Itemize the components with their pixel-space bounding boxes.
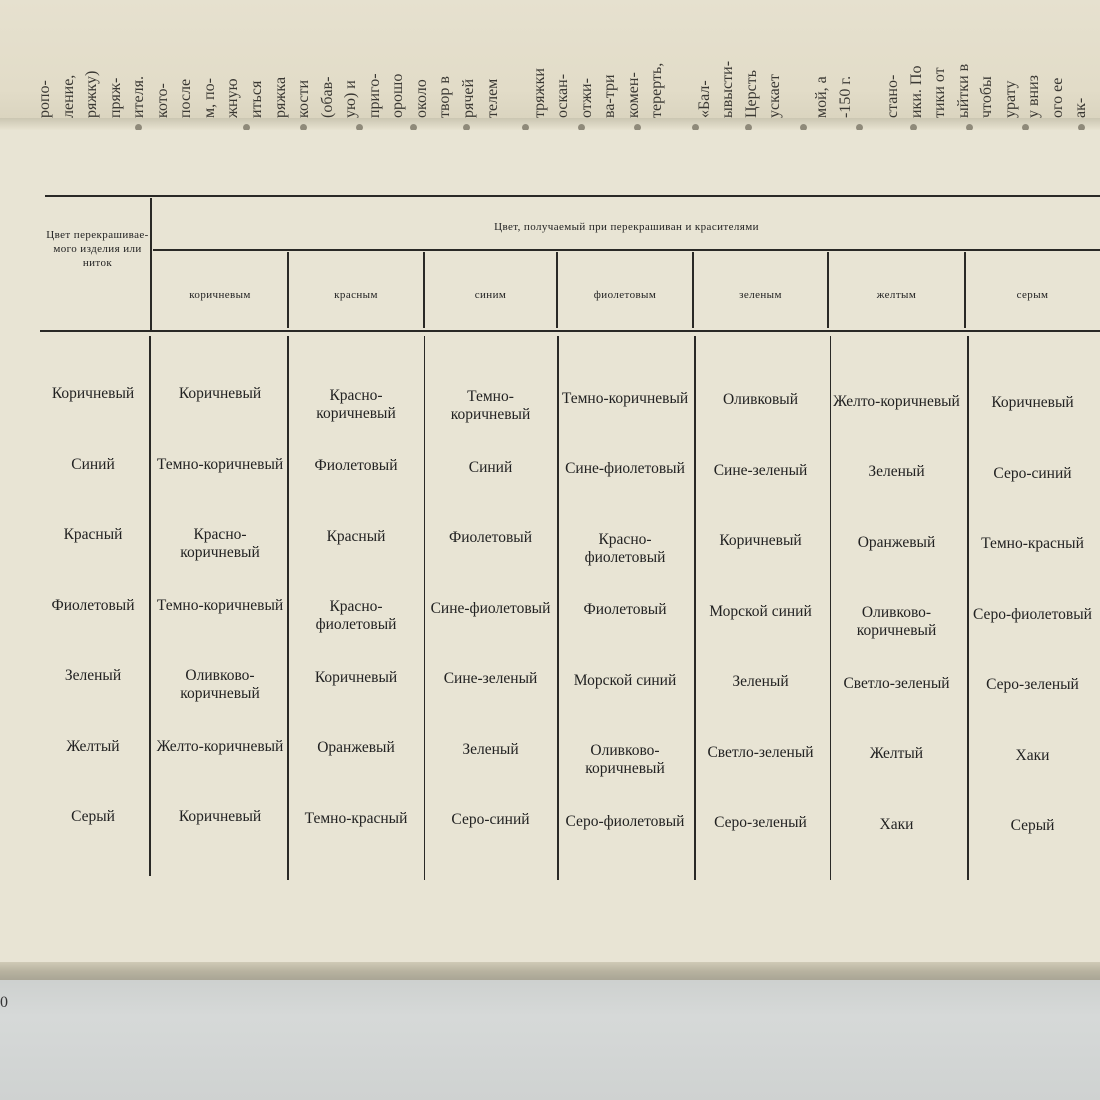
table-cell: Сине-зеленый bbox=[443, 670, 538, 687]
table-cell: Фиолетовый bbox=[314, 457, 398, 474]
table-cell: Серый bbox=[1010, 817, 1055, 834]
table-cell: Светло-зеленый bbox=[707, 743, 814, 761]
table-cell: Темно-коричневый bbox=[450, 388, 531, 423]
page-number: 0 bbox=[0, 994, 8, 1011]
upper-page-text: тряжки bbox=[530, 68, 548, 118]
column-header: красным bbox=[334, 289, 378, 301]
table-cell: Оливково-коричневый bbox=[856, 604, 937, 639]
upper-page-text: жную bbox=[224, 78, 242, 118]
row-label: Синий bbox=[71, 455, 115, 473]
row-label: Серый bbox=[71, 808, 115, 825]
upper-page-text: кости bbox=[295, 79, 313, 118]
table-cell: Светло-зеленый bbox=[843, 674, 950, 692]
upper-page-text: ывысти- bbox=[719, 60, 737, 118]
table-cell: Фиолетовый bbox=[583, 601, 667, 618]
table-cell: Сине-фиолетовый bbox=[565, 460, 685, 477]
upper-page-text: иться bbox=[248, 80, 265, 118]
upper-page-text: рячей bbox=[460, 78, 477, 118]
header-bottom-rule bbox=[40, 330, 1100, 332]
table-cell: Оранжевый bbox=[317, 739, 395, 756]
table-cell: Хаки bbox=[879, 815, 914, 833]
table-surface bbox=[0, 960, 1100, 1100]
table-cell: Коричневый bbox=[314, 668, 398, 686]
table-cell: Серо-фиолетовый bbox=[973, 605, 1092, 623]
table-cell: Красно-коричневый bbox=[180, 526, 260, 561]
upper-page-text: ряжку) bbox=[83, 70, 101, 118]
upper-page-text: комен- bbox=[624, 72, 642, 118]
table-cell: Коричневый bbox=[719, 532, 802, 549]
page-edge bbox=[0, 962, 1100, 980]
upper-page-text: оскан- bbox=[554, 73, 572, 118]
upper-page-text: кото- bbox=[153, 83, 171, 118]
upper-page-text: -150 г. bbox=[836, 75, 854, 118]
group-header-rule bbox=[153, 249, 1100, 251]
table-cell: Сине-фиолетовый bbox=[430, 599, 551, 617]
table-cell: Желтый bbox=[869, 745, 924, 762]
table-cell: Хаки bbox=[1015, 746, 1050, 764]
table-cell: Серо-зеленый bbox=[714, 814, 807, 831]
table-cell: Красно-коричневый bbox=[316, 386, 396, 422]
table-cell: Морской синий bbox=[709, 602, 812, 620]
upper-page-text: после bbox=[177, 78, 195, 118]
table-cell: Синий bbox=[468, 458, 513, 476]
column-header: фиолетовым bbox=[593, 289, 657, 301]
table-cell: Серо-синий bbox=[993, 464, 1072, 482]
upper-page-text: телем bbox=[483, 78, 501, 118]
table-cell: Зеленый bbox=[732, 673, 789, 690]
table-cell: Серо-синий bbox=[451, 811, 530, 828]
upper-page-text: ропо- bbox=[36, 80, 53, 118]
table-cell: Красный bbox=[326, 527, 386, 545]
upper-page-text: «Бал- bbox=[695, 80, 713, 118]
row-label: Коричневый bbox=[51, 385, 135, 402]
upper-page-text: урату bbox=[1001, 80, 1019, 118]
upper-page-text: отжи- bbox=[577, 78, 595, 118]
upper-page-text: ление, bbox=[59, 74, 77, 118]
table-cell: Темно-коричневый bbox=[156, 596, 284, 614]
column-header: зеленым bbox=[739, 289, 782, 301]
upper-page-text: мой, а bbox=[813, 76, 831, 118]
row-label: Красный bbox=[63, 526, 123, 543]
table-cell: Коричневый bbox=[178, 385, 262, 402]
upper-page-text: пряж- bbox=[106, 77, 124, 118]
upper-page-text: (обав- bbox=[318, 76, 336, 118]
upper-page-text: ого ее bbox=[1048, 77, 1066, 118]
table-cell: Коричневый bbox=[991, 394, 1074, 411]
table-cell: Морской синий bbox=[573, 671, 677, 689]
upper-page-text: чтобы bbox=[978, 76, 996, 118]
upper-page-text: ускает bbox=[766, 74, 784, 118]
table-cell: Темно-красный bbox=[981, 535, 1084, 552]
upper-page-text: орошо bbox=[389, 73, 407, 118]
table-cell: Коричневый bbox=[178, 808, 262, 825]
upper-page-text: около bbox=[412, 79, 430, 118]
upper-page-text: тики от bbox=[931, 67, 949, 118]
table-vline bbox=[149, 336, 151, 876]
upper-page-text: ва-три bbox=[601, 74, 619, 118]
row-header-title: Цвет перекрашивае-мого изделия или ниток bbox=[46, 229, 149, 269]
upper-page-text: ряжка bbox=[271, 76, 289, 118]
table-cell: Оранжевый bbox=[857, 533, 936, 551]
column-header: коричневым bbox=[189, 289, 251, 301]
column-header: синим bbox=[474, 289, 507, 301]
upper-page-text: терерть, bbox=[648, 62, 666, 118]
table-cell: Темно-коричневый bbox=[561, 389, 689, 407]
row-label: Зеленый bbox=[64, 667, 122, 684]
upper-page-text: ыйтки в bbox=[954, 63, 972, 118]
column-header: желтым bbox=[876, 289, 917, 301]
table-cell: Зеленый bbox=[462, 740, 519, 758]
upper-page-text: ики. По bbox=[907, 65, 925, 118]
table-vline bbox=[150, 198, 152, 330]
table-cell: Желто-коричневый bbox=[833, 392, 960, 410]
upper-page bbox=[0, 0, 1100, 128]
row-label: Фиолетовый bbox=[51, 596, 135, 614]
table-cell: Серо-зеленый bbox=[986, 676, 1079, 693]
upper-page-text: ителя. bbox=[130, 76, 148, 118]
table-cell: Оливковый bbox=[722, 391, 799, 408]
row-label: Желтый bbox=[66, 737, 120, 755]
table-cell: Темно-коричневый bbox=[156, 455, 284, 473]
upper-page-text: Церсть bbox=[742, 69, 760, 118]
group-header: Цвет, получаемый при перекрашиван и красителями bbox=[494, 221, 759, 233]
column-header: серым bbox=[1016, 289, 1049, 301]
book-page bbox=[0, 130, 1100, 1011]
upper-page-text: ую) и bbox=[342, 80, 360, 118]
table-cell: Оливково-коричневый bbox=[585, 742, 665, 777]
table-cell: Красно-фиолетовый bbox=[315, 598, 397, 633]
upper-page-text: у вниз bbox=[1025, 75, 1043, 118]
upper-page-text: стано- bbox=[884, 74, 901, 118]
table-top-rule bbox=[45, 195, 1100, 197]
table-cell: Зеленый bbox=[868, 463, 925, 480]
upper-page-text: ак- bbox=[1072, 97, 1090, 118]
table-cell: Оливково-коричневый bbox=[180, 667, 260, 702]
upper-page-text: приго- bbox=[365, 73, 383, 118]
table-cell: Серо-фиолетовый bbox=[565, 812, 685, 830]
table-cell: Красно-фиолетовый bbox=[584, 530, 666, 566]
table-cell: Желто-коричневый bbox=[156, 737, 284, 755]
table-cell: Фиолетовый bbox=[448, 529, 533, 546]
upper-page-text: м, по- bbox=[200, 77, 218, 118]
table-cell: Темно-красный bbox=[304, 809, 408, 827]
upper-page-text: твор в bbox=[436, 76, 454, 118]
table-cell: Сине-зеленый bbox=[713, 461, 808, 479]
